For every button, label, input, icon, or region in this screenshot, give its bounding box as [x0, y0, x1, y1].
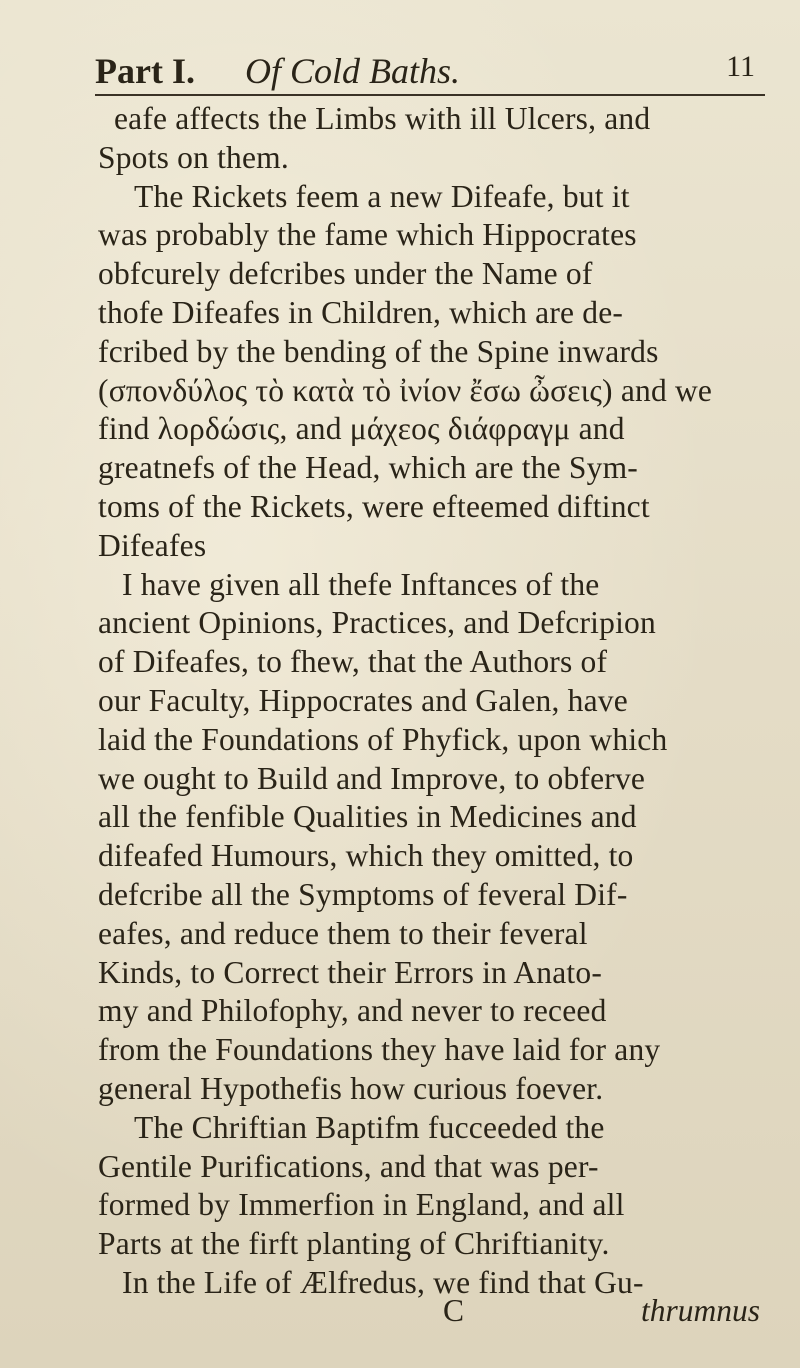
text-line: toms of the Rickets, were efteemed diftinct — [98, 488, 650, 524]
text-line: Gentile Purifications, and that was per- — [98, 1148, 599, 1184]
text-line: my and Philofophy, and never to receed — [98, 993, 607, 1029]
text-line: Difeafes — [98, 527, 207, 563]
page-number: 11 — [726, 50, 755, 83]
running-title: Of Cold Baths. — [245, 51, 461, 91]
text-line: The Chriftian Baptifm fucceeded the — [134, 1109, 605, 1145]
header-rule — [95, 94, 765, 96]
text-line: general Hypothefis how curious foever. — [98, 1070, 604, 1106]
text-line: thofe Difeafes in Children, which are de- — [98, 294, 624, 330]
text-line: laid the Foundations of Phyfick, upon which — [98, 721, 668, 757]
text-line: of Difeafes, to fhew, that the Authors of — [98, 644, 608, 680]
running-head — [95, 50, 765, 100]
signature-mark: C — [443, 1293, 465, 1328]
catchword: thrumnus — [640, 1293, 760, 1328]
text-line: eafes, and reduce them to their feveral — [98, 915, 588, 951]
text-line: all the fenfible Qualities in Medicines and — [98, 799, 637, 835]
text-line: from the Foundations they have laid for any — [98, 1032, 661, 1068]
text-line: The Rickets feem a new Difeafe, but it — [134, 178, 630, 214]
text-line: I have given all thefe Inftances of the — [122, 566, 600, 602]
text-line: formed by Immerfion in England, and all — [98, 1187, 625, 1223]
text-line: (σπονδύλος τὸ κατὰ τὸ ἰνίον ἔσω ὦσεις) and we — [98, 372, 713, 408]
text-line: Kinds, to Correct their Errors in Anato- — [98, 954, 603, 990]
text-line: eafe affects the Limbs with ill Ulcers, and — [114, 101, 651, 136]
text-line: difeafed Humours, which they omitted, to — [98, 838, 634, 874]
text-line: obfcurely defcribes under the Name of — [98, 256, 593, 292]
text-line: ancient Opinions, Practices, and Defcripion — [98, 605, 656, 641]
text-line: find λορδώσις, and μάχεος διάφραγμ and — [98, 411, 625, 447]
text-line: our Faculty, Hippocrates and Galen, have — [98, 682, 628, 718]
body-text — [98, 100, 770, 1303]
text-line: was probably the fame which Hippocrates — [98, 217, 637, 253]
text-line: we ought to Build and Improve, to obferve — [98, 760, 646, 796]
text-line: Spots on them. — [98, 139, 289, 175]
text-line: Parts at the firft planting of Chriftianity. — [98, 1226, 610, 1262]
text-line: greatnefs of the Head, which are the Sym- — [98, 450, 638, 486]
text-line: In the Life of Ælfredus, we find that Gu- — [122, 1264, 644, 1300]
part-label: Part I. — [95, 51, 195, 91]
text-line: fcribed by the bending of the Spine inwards — [98, 333, 659, 369]
text-line: defcribe all the Symptoms of feveral Dif- — [98, 876, 628, 912]
